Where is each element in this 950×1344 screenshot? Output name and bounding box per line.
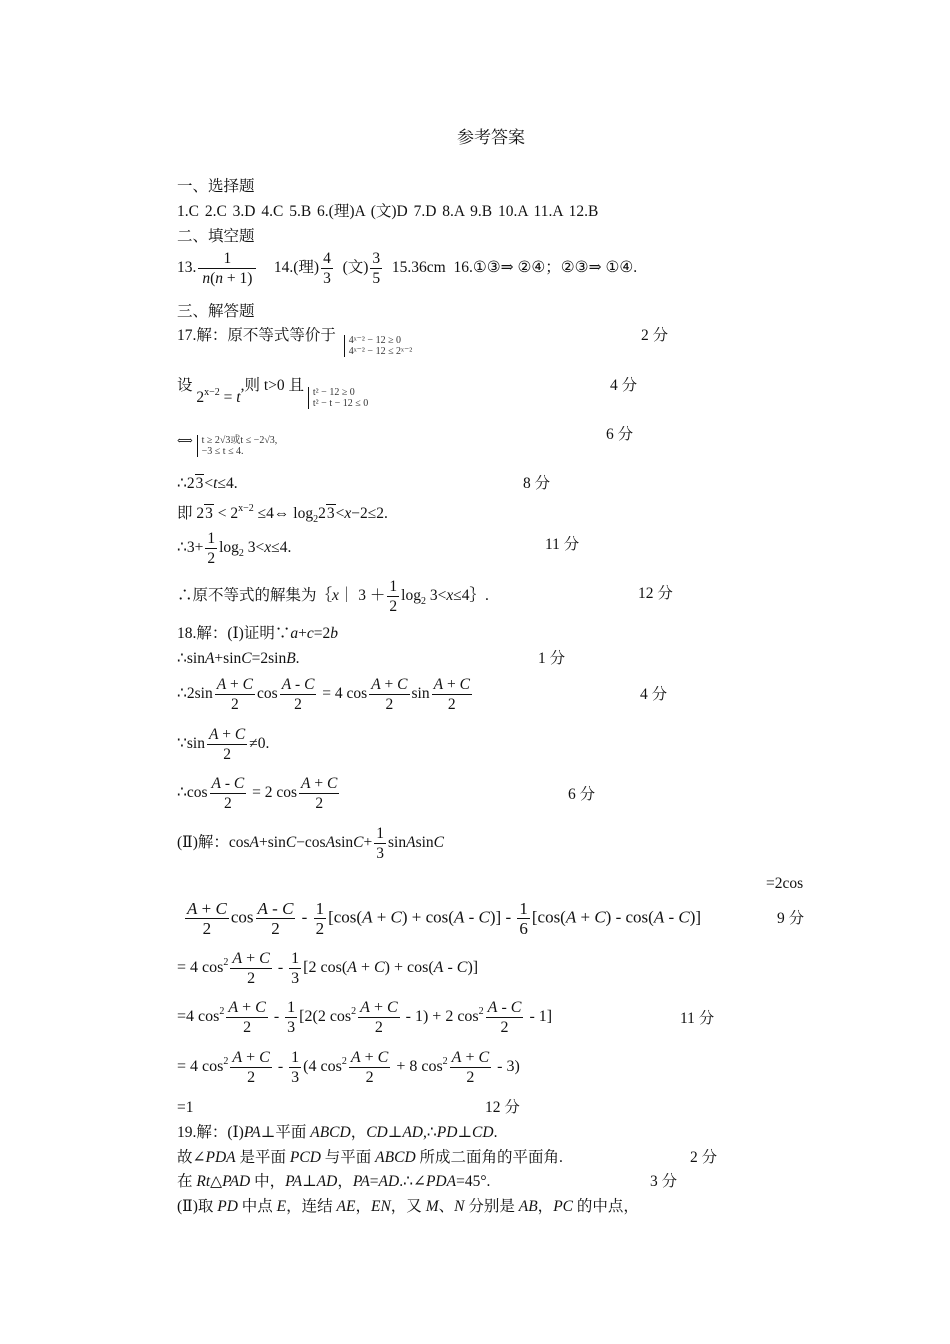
- score: 9 分: [777, 910, 805, 927]
- q17-line-5: 即 $23 < 2^{x-2}$ ≤4⇔ $\log_223<x-2\le 2$.: [177, 503, 388, 525]
- q17-line-7: ∴原不等式的解集为｛x｜ 3 ＋ $\frac{1}{2}$ $\log_2$ 3<x≤4｝.: [177, 578, 489, 615]
- choice-answers: 1.C 2.C 3.D 4.C 5.B 6.(理)A (文)D 7.D 8.A 9.B 10.A 11.A 12.B: [177, 203, 599, 220]
- section-heading: 二、填空题: [177, 228, 255, 245]
- q18-line-11: =1: [177, 1099, 194, 1116]
- q19-line-2: 故∠PDA 是平面 PCD 与平面 ABCD 所成二面角的平面角.: [177, 1149, 563, 1166]
- q18-intro: 18.解：(Ⅰ)证明∵: [177, 625, 291, 642]
- score: 8 分: [523, 475, 551, 492]
- system-row: t² − 12 ≥ 0: [312, 387, 355, 398]
- q18-line-2: ∴sinA+sinC=2sinB.: [177, 650, 300, 667]
- text-rest: ,则 t>0 且: [240, 377, 305, 394]
- q18-eq-2cos: =2cos: [766, 875, 804, 892]
- q17-line-2: 设 $2^{x-2} = t$,则 t>0 且 t² − 12 ≥ 0 t² − t − 12 ≤ 0: [177, 377, 369, 409]
- q18-line-7: $\frac{A + C}{2}$ cos $\frac{A - C}{2}$ - $\frac{1}{2}$ [cos(A + C) + cos(A - C)] - $\frac{1}{6}$ [cos(A + C) - cos(A - C)]: [187, 899, 702, 938]
- q18-line-6: (Ⅱ)解：cosA+sinC−cosAsinC+ $\frac{1}{3}$ sinAsinC: [177, 825, 444, 862]
- system-row: 4ˣ⁻² − 12 ≥ 0: [348, 335, 402, 346]
- system-row: −3 ≤ t ≤ 4.: [201, 446, 244, 457]
- score: 11 分: [680, 1010, 715, 1027]
- score: 3 分: [650, 1173, 678, 1190]
- section-heading: 一、选择题: [177, 178, 255, 195]
- q17-intro: 17.解：原不等式等价于: [177, 327, 336, 344]
- q18-line-10: = 4 $\cos^2$ $\frac{A + C}{2}$ - $\frac{1}{3}$ (4 $\cos^2$ $\frac{A + C}{2}$ + 8 $\cos^2$ $\frac{A + C}{2}$ - 3): [177, 1049, 520, 1086]
- score: 2 分: [641, 327, 669, 344]
- score: 1 分: [538, 650, 566, 667]
- q17-line-3: ⟺ t ≥ 2√3或t ≤ −2√3, −3 ≤ t ≤ 4.: [177, 435, 278, 457]
- score: 11 分: [545, 536, 580, 553]
- q19-line-4: (Ⅱ)取 PD 中点 E，连结 AE，EN，又 M、N 分别是 AB，PC 的中点，: [177, 1198, 639, 1215]
- q18-line-9: =4 $\cos^2$ $\frac{A + C}{2}$ - $\frac{1}{3}$ [2(2 $\cos^2$ $\frac{A + C}{2}$ - 1) + 2 $\cos^2$ $\frac{A - C}{2}$ - 1]: [177, 999, 553, 1036]
- q17-line-6: ∴3+ $\frac{1}{2}$ $\log_2 3<x\le 4$.: [177, 530, 292, 567]
- q18-line-4: ∵sin $\frac{A + C}{2}$ ≠0.: [177, 726, 270, 763]
- q18-line-3: ∴2sin $\frac{A + C}{2}$ cos $\frac{A - C}{2}$ = 4 cos $\frac{A + C}{2}$ sin $\frac{A + C}{2}$: [177, 676, 470, 713]
- q17-line-4: ∴23<t≤4.: [177, 475, 238, 492]
- section-heading: 三、解答题: [177, 303, 255, 320]
- score: 4 分: [640, 686, 668, 703]
- page-title: 参考答案: [457, 128, 525, 148]
- fill-answers: 13. $\frac{1}{n(n + 1)}$ 14.(理) $\frac{4}{3}$ (文) $\frac{3}{5}$ 15.36cm 16.①③⇒ ②④；②③⇒ ①④.: [177, 250, 638, 287]
- score: 6 分: [568, 786, 596, 803]
- score: 12 分: [638, 585, 673, 602]
- q19-line-3: 在 Rt△PAD 中，PA⊥AD，PA=AD.∴∠PDA=45°.: [177, 1173, 491, 1190]
- system-row: t² − t − 12 ≤ 0: [312, 398, 369, 409]
- q18-line-5: ∴cos $\frac{A - C}{2}$ = 2 cos $\frac{A + C}{2}$: [177, 775, 338, 812]
- q18-line-1: 18.解：(Ⅰ)证明∵a+c=2b: [177, 625, 338, 642]
- q19-line-1: 19.解：(Ⅰ)PA⊥平面 ABCD，CD⊥AD,∴PD⊥CD.: [177, 1124, 498, 1141]
- text-set: 设: [177, 377, 193, 394]
- q17-line-1: [177, 326, 412, 357]
- score: 6 分: [606, 426, 634, 443]
- q18-line-8: = 4 $\cos^2$ $\frac{A + C}{2}$ - $\frac{1}{3}$ [2 cos(A + C) + cos(A - C)]: [177, 950, 479, 987]
- score: 4 分: [610, 377, 638, 394]
- system-row: 4ˣ⁻² − 12 ≤ 2ˣ⁻²: [348, 346, 413, 357]
- score: 12 分: [485, 1099, 520, 1116]
- score: 2 分: [690, 1149, 718, 1166]
- system-row: t ≥ 2√3或t ≤ −2√3,: [201, 435, 278, 446]
